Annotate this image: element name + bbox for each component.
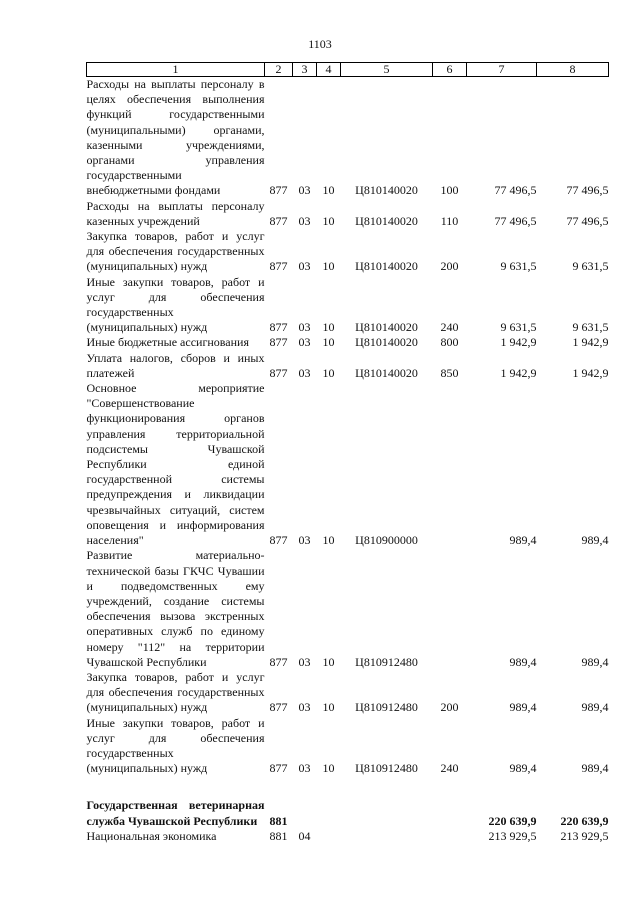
target-article-code: Ц810900000 <box>355 533 418 548</box>
row-name: Иные бюджетные ассигнования <box>86 335 249 350</box>
amount-col-7: 1 942,9 <box>500 365 537 380</box>
budget-table <box>86 62 609 844</box>
column-header: 1 <box>87 63 265 77</box>
table-row <box>87 670 609 716</box>
subsection-code: 10 <box>322 654 335 669</box>
subsection-code: 10 <box>322 761 335 776</box>
row-name: Расходы на выплаты персоналу казенных учреждений <box>86 198 265 228</box>
row-name: Расходы на выплаты персоналу в целях обеспечения выполнения функций государственными (муниципальными) органами, казенными учреждениями, органами управления государственными внебюджетными фондами <box>86 77 265 198</box>
section-code: 03 <box>298 335 311 350</box>
amount-col-8: 9 631,5 <box>572 320 609 335</box>
expense-type-code <box>433 829 467 844</box>
expense-type-code: 110 <box>440 213 459 228</box>
amount-col-7: 220 639,9 <box>488 813 537 828</box>
section-code: 03 <box>298 654 311 669</box>
amount-col-7: 989,4 <box>509 761 537 776</box>
target-article-code: Ц810140020 <box>355 213 418 228</box>
table-row <box>87 335 609 350</box>
section-code: 03 <box>298 761 311 776</box>
admin-code: 877 <box>269 654 288 669</box>
admin-code: 877 <box>269 365 288 380</box>
row-name: Закупка товаров, работ и услуг для обеспечения государственных (муниципальных) нужд <box>86 669 265 715</box>
expense-type-code: 100 <box>440 183 459 198</box>
row-name: Государственная ветеринарная служба Чувашской Республики <box>86 798 265 828</box>
column-header: 4 <box>317 63 341 77</box>
admin-code: 881 <box>269 813 288 828</box>
column-header: 6 <box>433 63 467 77</box>
column-header-row <box>87 63 609 77</box>
table-row <box>87 716 609 777</box>
target-article-code <box>341 798 433 828</box>
subsection-code <box>317 798 341 828</box>
table-row <box>87 548 609 670</box>
target-article-code: Ц810140020 <box>355 335 418 350</box>
amount-col-7: 1 942,9 <box>500 335 537 350</box>
subsection-code: 10 <box>322 365 335 380</box>
row-name: Национальная экономика <box>86 828 217 843</box>
amount-col-8: 77 496,5 <box>566 213 609 228</box>
subsection-code: 10 <box>322 183 335 198</box>
amount-col-8: 989,4 <box>581 700 609 715</box>
amount-col-8: 1 942,9 <box>572 335 609 350</box>
amount-col-7: 213 929,5 <box>488 828 537 843</box>
amount-col-7: 989,4 <box>509 533 537 548</box>
table-row <box>87 275 609 336</box>
admin-code: 881 <box>269 828 288 843</box>
admin-code: 877 <box>269 761 288 776</box>
amount-col-7: 9 631,5 <box>500 320 537 335</box>
amount-col-8: 989,4 <box>581 533 609 548</box>
amount-col-7: 77 496,5 <box>494 213 537 228</box>
admin-code: 877 <box>269 700 288 715</box>
table-row <box>87 381 609 548</box>
target-article-code: Ц810140020 <box>355 183 418 198</box>
admin-code: 877 <box>269 335 288 350</box>
subsection-code: 10 <box>322 700 335 715</box>
amount-col-8: 9 631,5 <box>572 259 609 274</box>
row-name: Основное мероприятие "Совершенствование функционирования органов управления территориальной подсистемы Чувашской Республики единой государственной системы предупреждения и ликвидации чрезвычайных ситуаций, систем оповещения и информирования населения" <box>86 381 265 548</box>
amount-col-7: 77 496,5 <box>494 183 537 198</box>
target-article-code: Ц810912480 <box>355 654 418 669</box>
section-code: 03 <box>298 213 311 228</box>
spacer-row <box>87 776 609 798</box>
column-header: 8 <box>537 63 609 77</box>
section-code: 03 <box>298 320 311 335</box>
table-row <box>87 351 609 381</box>
amount-col-7: 989,4 <box>509 700 537 715</box>
table-body <box>87 77 609 844</box>
section-code: 03 <box>298 183 311 198</box>
target-article-code <box>341 829 433 844</box>
amount-col-8: 213 929,5 <box>560 828 609 843</box>
row-name: Закупка товаров, работ и услуг для обеспечения государственных (муниципальных) нужд <box>86 229 265 274</box>
spacer-cell <box>87 776 609 798</box>
table-row <box>87 798 609 828</box>
column-header: 7 <box>467 63 537 77</box>
table-row <box>87 229 609 275</box>
row-name: Уплата налогов, сборов и иных платежей <box>86 350 265 380</box>
table-row <box>87 199 609 229</box>
column-header: 3 <box>293 63 317 77</box>
expense-type-code: 240 <box>440 320 459 335</box>
table-row <box>87 829 609 844</box>
amount-col-8: 989,4 <box>581 761 609 776</box>
amount-col-7: 9 631,5 <box>500 259 537 274</box>
expense-type-code: 200 <box>440 259 459 274</box>
section-code: 03 <box>298 700 311 715</box>
admin-code: 877 <box>269 320 288 335</box>
column-header: 2 <box>265 63 293 77</box>
admin-code: 877 <box>269 533 288 548</box>
row-name: Развитие материально-технической базы ГКЧС Чувашии и подведомственных ему учреждений, создание системы обеспечения вызова экстренных оперативных служб по единому номеру "112" на территории Чувашской Республики <box>86 548 265 669</box>
expense-type-code: 200 <box>440 700 459 715</box>
admin-code: 877 <box>269 213 288 228</box>
section-code: 03 <box>298 533 311 548</box>
amount-col-8: 77 496,5 <box>566 183 609 198</box>
target-article-code: Ц810140020 <box>355 320 418 335</box>
admin-code: 877 <box>269 183 288 198</box>
admin-code: 877 <box>269 259 288 274</box>
subsection-code: 10 <box>322 259 335 274</box>
table-row <box>87 77 609 199</box>
subsection-code: 10 <box>322 320 335 335</box>
subsection-code: 10 <box>322 213 335 228</box>
target-article-code: Ц810912480 <box>355 761 418 776</box>
target-article-code: Ц810140020 <box>355 365 418 380</box>
section-code <box>293 798 317 828</box>
section-code: 03 <box>298 365 311 380</box>
amount-col-8: 1 942,9 <box>572 365 609 380</box>
expense-type-code: 800 <box>440 335 459 350</box>
column-header: 5 <box>341 63 433 77</box>
expense-type-code <box>433 548 467 670</box>
section-code: 03 <box>298 259 311 274</box>
amount-col-8: 220 639,9 <box>560 813 609 828</box>
subsection-code: 10 <box>322 533 335 548</box>
target-article-code: Ц810140020 <box>355 259 418 274</box>
expense-type-code: 240 <box>440 761 459 776</box>
page-number: 1103 <box>308 37 332 51</box>
expense-type-code: 850 <box>440 365 459 380</box>
subsection-code: 10 <box>322 335 335 350</box>
row-name: Иные закупки товаров, работ и услуг для обеспечения государственных (муниципальных) нужд <box>86 715 265 776</box>
section-code: 04 <box>298 828 311 843</box>
expense-type-code <box>433 798 467 828</box>
target-article-code: Ц810912480 <box>355 700 418 715</box>
expense-type-code <box>433 381 467 548</box>
row-name: Иные закупки товаров, работ и услуг для обеспечения государственных (муниципальных) нужд <box>86 274 265 335</box>
subsection-code <box>317 829 341 844</box>
amount-col-8: 989,4 <box>581 654 609 669</box>
amount-col-7: 989,4 <box>509 654 537 669</box>
